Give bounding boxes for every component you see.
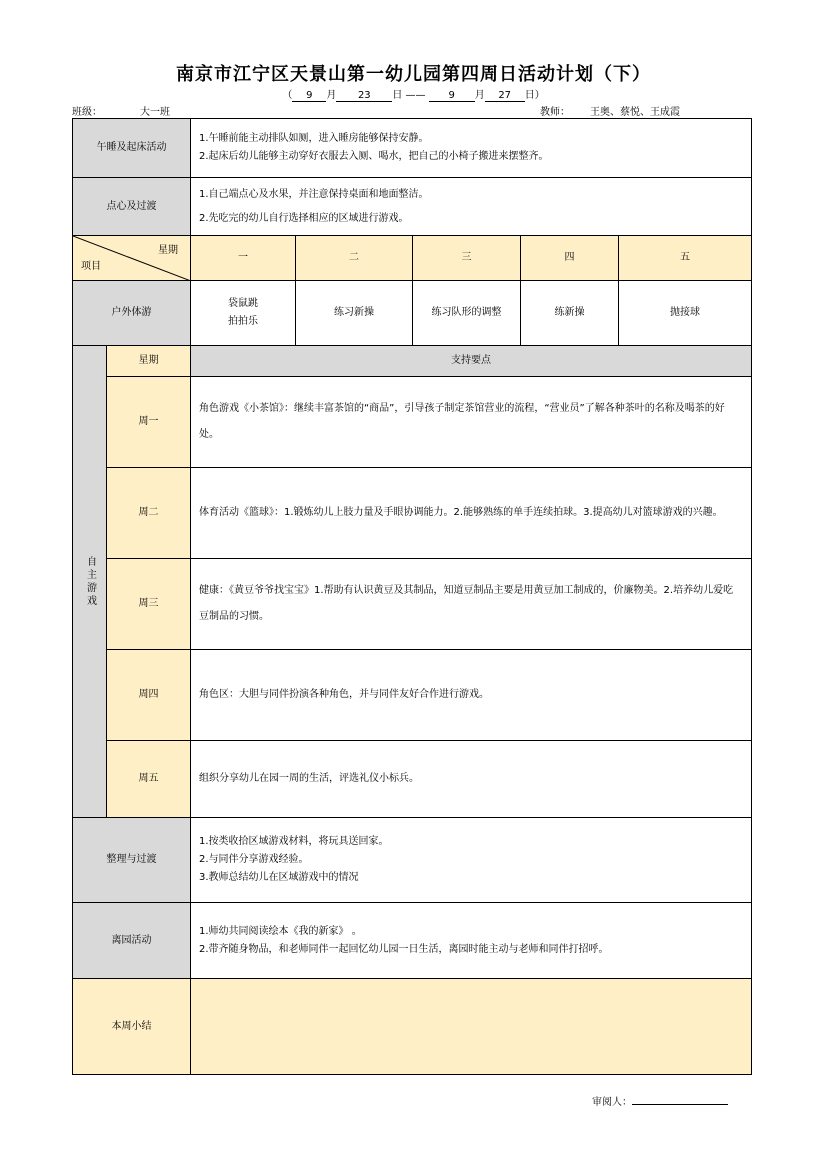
outdoor-item: 抛接球: [619, 281, 752, 346]
corner-header: [73, 236, 191, 281]
reviewer: [592, 1092, 728, 1108]
day-header: 四: [521, 236, 619, 281]
teacher-info: [540, 103, 700, 119]
outdoor-item: 练习队形的调整: [413, 281, 521, 346]
activity-plan-table: [72, 118, 752, 1075]
nap-label: 午睡及起床活动: [73, 119, 191, 178]
line: 拍拍乐: [228, 316, 258, 327]
outdoor-label: 户外体游: [73, 281, 191, 346]
col-points-header: 支持要点: [191, 346, 752, 377]
day-header: 三: [413, 236, 521, 281]
nap-content: [191, 119, 752, 178]
day-points: 体育活动《篮球》：1.锻炼幼儿上肢力量及手眼协调能力。2.能够熟练的单手连续拍球。3.提高幼儿对篮球游戏的兴趣。: [191, 468, 752, 559]
day-header: 二: [296, 236, 413, 281]
corner-item: 项目: [81, 261, 101, 272]
free-play-label: 自主游戏: [73, 346, 107, 818]
reviewer-label: 审阅人：: [592, 1097, 632, 1108]
line: 1.师幼共同阅读绘本《我的新家》 。: [199, 925, 362, 937]
day-points: 健康：《黄豆爷爷找宝宝》1.帮助有认识黄豆及其制品，知道豆制品主要是用黄豆加工制成的，价廉物美。2.培养幼儿爱吃豆制品的习惯。: [191, 559, 752, 650]
end-day: 27: [485, 90, 525, 102]
leave-label: 离园活动: [73, 903, 191, 979]
line: 袋鼠跳: [228, 298, 258, 309]
day-label: 日: [524, 90, 535, 101]
paren: ）: [534, 90, 545, 101]
start-day: 23: [336, 90, 392, 102]
month-label: 月: [474, 90, 485, 101]
line: 1.午睡前能主动排队如厕，进入睡房能够保持安静。: [199, 133, 429, 144]
paren: （: [282, 90, 293, 101]
month-label: 月: [326, 90, 337, 101]
outdoor-item: [191, 281, 296, 346]
summary-content[interactable]: [191, 979, 752, 1075]
day-label: 周二: [107, 468, 191, 559]
day-header: 五: [619, 236, 752, 281]
start-month: 9: [292, 90, 326, 102]
line: 2.起床后幼儿能够主动穿好衣服去入厕、喝水，把自己的小椅子搬进来摆整齐。: [199, 151, 549, 162]
end-month: 9: [429, 90, 475, 102]
day-label: 周三: [107, 559, 191, 650]
snack-label: 点心及过渡: [73, 178, 191, 236]
day-label: 周四: [107, 650, 191, 741]
col-day-header: 星期: [107, 346, 191, 377]
tidy-label: 整理与过渡: [73, 818, 191, 903]
page-title: 南京市江宁区天景山第一幼儿园第四周日活动计划（下）: [176, 64, 651, 85]
date-range: [0, 86, 827, 102]
day-header: 一: [191, 236, 296, 281]
line: 1.按类收拾区域游戏材料，将玩具送回家。: [199, 836, 389, 847]
teacher-label: 教师：: [540, 107, 570, 118]
class-value: 大一班: [102, 103, 208, 119]
line: 1.自己端点心及水果，并注意保持桌面和地面整洁。: [199, 188, 429, 200]
day-label: 日: [392, 90, 403, 101]
line: 3.教师总结幼儿在区域游戏中的情况: [199, 872, 359, 883]
line: 2.先吃完的幼儿自行选择相应的区域进行游戏。: [199, 212, 409, 224]
day-points: 角色区：大胆与同伴扮演各种角色，并与同伴友好合作进行游戏。: [191, 650, 752, 741]
line: 2.与同伴分享游戏经验。: [199, 854, 309, 865]
day-points: 组织分享幼儿在园一周的生活，评选礼仪小标兵。: [191, 741, 752, 818]
day-points: 角色游戏《小茶馆》：继续丰富茶馆的“商品”，引导孩子制定茶馆营业的流程，“营业员”了解各种茶叶的名称及喝茶的好处。: [191, 377, 752, 468]
snack-content: [191, 178, 752, 236]
outdoor-item: 练新操: [521, 281, 619, 346]
teacher-value: 王奥、蔡悦、王成霞: [570, 103, 700, 119]
tidy-content: [191, 818, 752, 903]
summary-label: 本周小结: [73, 979, 191, 1075]
leave-content: [191, 903, 752, 979]
line: 2.带齐随身物品，和老师同伴一起回忆幼儿园一日生活，离园时能主动与老师和同伴打招呼。: [199, 943, 609, 955]
day-label: 周一: [107, 377, 191, 468]
day-label: 周五: [107, 741, 191, 818]
dash: ——: [405, 90, 426, 101]
reviewer-blank: [632, 1092, 728, 1105]
class-info: [72, 103, 208, 119]
outdoor-item: 练习新操: [296, 281, 413, 346]
corner-weekday: 星期: [158, 245, 178, 256]
class-label: 班级：: [72, 107, 102, 118]
